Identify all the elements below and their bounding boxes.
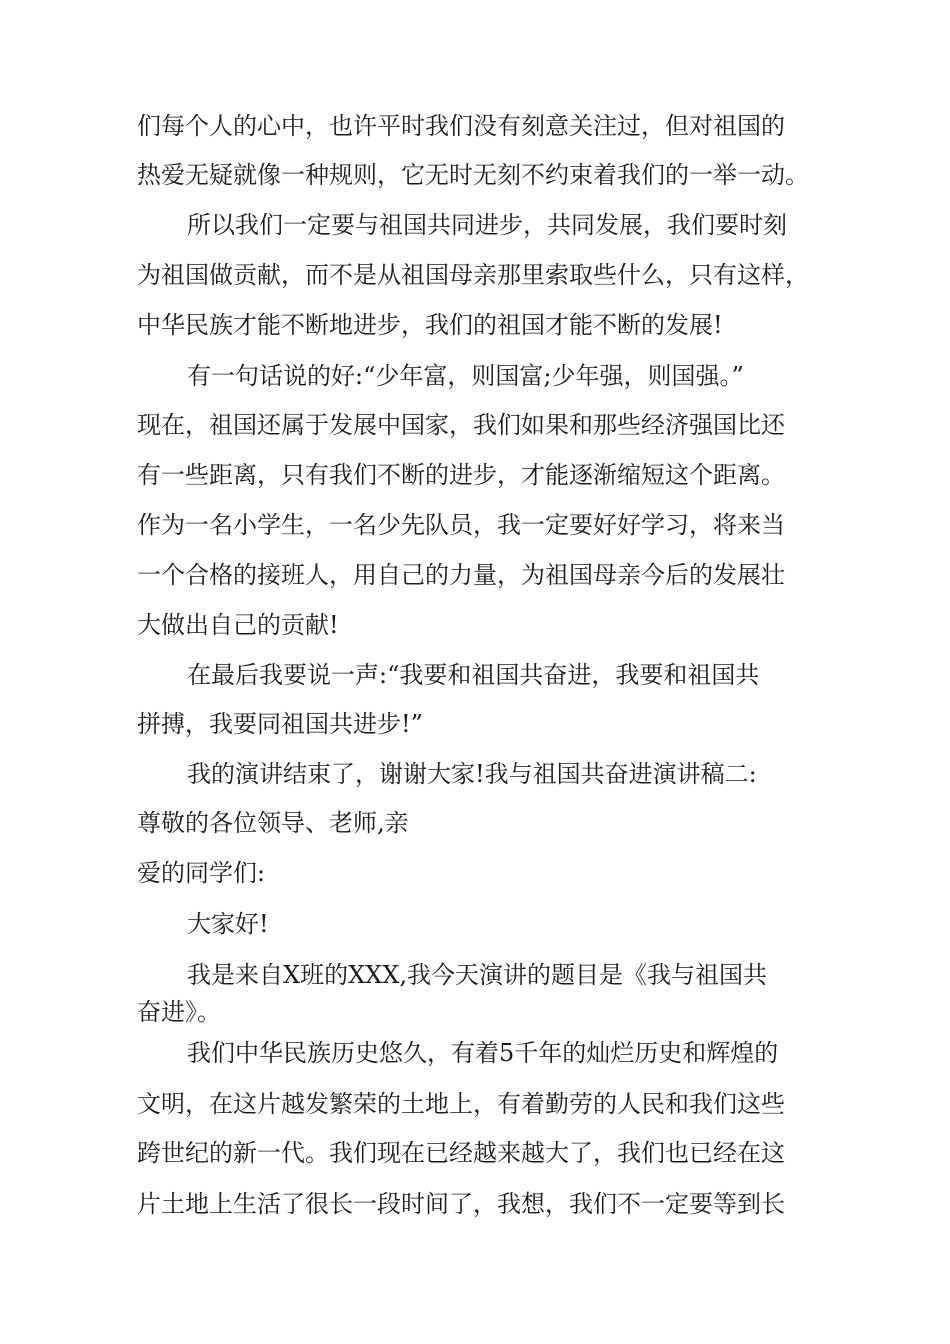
text-line: 尊敬的各位领导、老师,亲 (137, 809, 409, 837)
text-line: 一个合格的接班人，用自己的力量，为祖国母亲今后的发展壮 (137, 561, 785, 589)
text-line: 爱的同学们: (137, 859, 266, 887)
text-line: 跨世纪的新一代。我们现在已经越来越大了，我们也已经在这 (137, 1139, 785, 1167)
text-line: 现在，祖国还属于发展中国家，我们如果和那些经济强国比还 (137, 411, 785, 439)
text-line: 热爱无疑就像一种规则，它无时无刻不约束着我们的一举一动。 (137, 161, 809, 189)
text-line: 文明，在这片越发繁荣的土地上，有着勤劳的人民和我们这些 (137, 1090, 785, 1118)
text-line: 所以我们一定要与祖国共同进步，共同发展，我们要时刻 (187, 211, 787, 239)
text-line: 我的演讲结束了，谢谢大家!我与祖国共奋进演讲稿二: (187, 760, 757, 788)
text-line: 有一句话说的好:“少年富，则国富;少年强，则国强。” (187, 362, 744, 390)
text-line: 大家好! (187, 910, 269, 938)
text-line: 们每个人的心中，也许平时我们没有刻意关注过，但对祖国的 (137, 112, 785, 140)
text-line: 奋进》。 (137, 998, 221, 1026)
text-line: 我是来自X班的XXX,我今天演讲的题目是《我与祖国共 (187, 961, 767, 989)
text-line: 大做出自己的贡献! (137, 611, 339, 639)
text-line: 拼搏，我要同祖国共进步!” (137, 710, 423, 738)
text-line: 为祖国做贡献，而不是从祖国母亲那里索取些什么，只有这样， (137, 261, 809, 289)
text-line: 中华民族才能不断地进步，我们的祖国才能不断的发展! (137, 311, 723, 339)
text-line: 在最后我要说一声:“我要和祖国共奋进，我要和祖国共 (187, 661, 760, 689)
text-line: 作为一名小学生，一名少先队员，我一定要好好学习，将来当 (137, 511, 785, 539)
text-line: 片土地上生活了很长一段时间了，我想，我们不一定要等到长 (137, 1190, 785, 1218)
text-line: 我们中华民族历史悠久，有着5千年的灿烂历史和辉煌的 (187, 1039, 779, 1067)
text-line: 有一些距离，只有我们不断的进步，才能逐渐缩短这个距离。 (137, 461, 785, 489)
